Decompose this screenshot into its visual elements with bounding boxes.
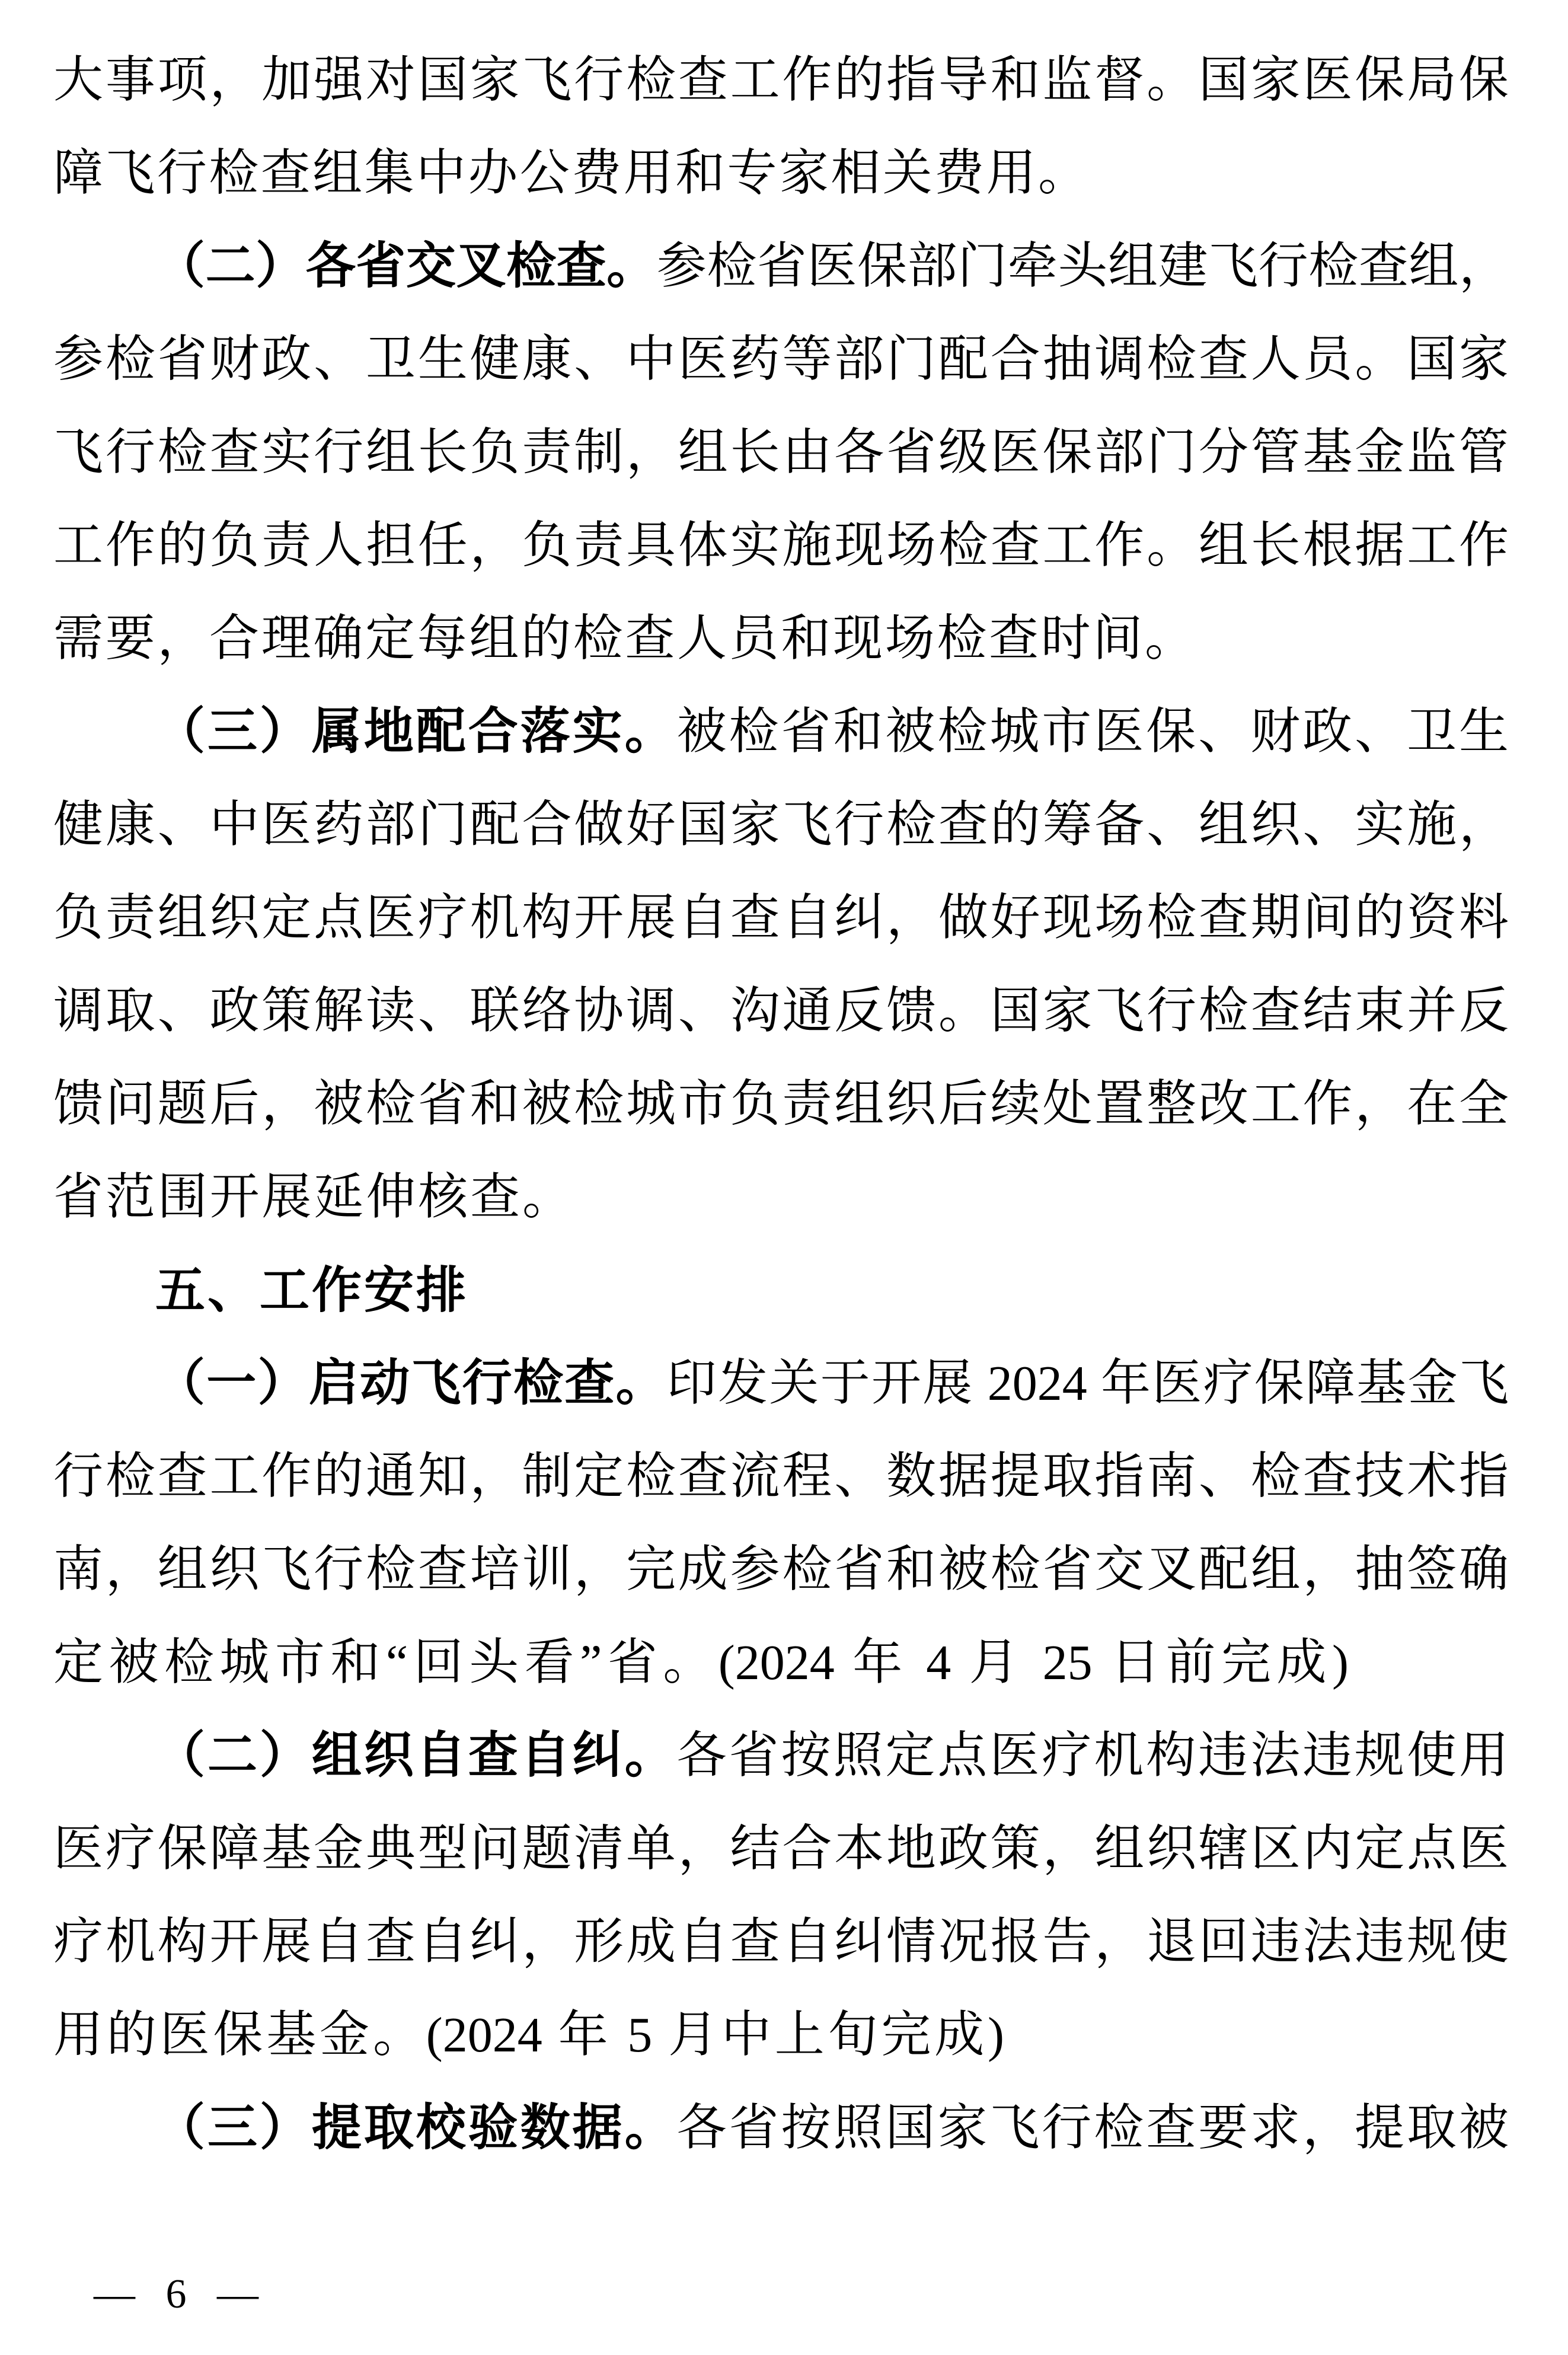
paragraph-text: 行检查工作的通知，制定检查流程、数据提取指南、检查技术指 (53, 1449, 1509, 1504)
paragraph-text: 大事项，加强对国家飞行检查工作的指导和监督。国家医保局保 (53, 53, 1509, 108)
doc-line-13 (53, 1151, 572, 1244)
doc-line-8 (53, 685, 1509, 778)
paragraph-text: 障飞行检查组集中办公费用和专家相关费用。 (53, 146, 1088, 201)
doc-line-2 (53, 127, 1088, 220)
doc-line-16 (53, 1430, 1509, 1523)
doc-line-4 (53, 313, 1509, 406)
doc-line-20 (53, 1802, 1509, 1896)
task-1-subheading: （一）启动飞行检查。 (155, 1356, 667, 1411)
paragraph-text: 定被检城市和“回头看”省。(2024 年 4 月 25 日前完成) (53, 1635, 1349, 1690)
document-text-block (53, 34, 1509, 2175)
doc-line-12 (53, 1058, 1509, 1151)
doc-line-10 (53, 872, 1509, 965)
doc-line-17 (53, 1523, 1509, 1616)
paragraph-text: 疗机构开展自查自纠，形成自查自纠情况报告，退回违法违规使 (53, 1914, 1509, 1970)
doc-line-6 (53, 499, 1509, 592)
doc-line-21 (53, 1896, 1509, 1989)
doc-line-18 (53, 1616, 1349, 1709)
doc-line-22 (53, 1989, 1004, 2082)
paragraph-text: 各省按照国家飞行检查要求，提取被 (676, 2101, 1509, 2156)
doc-line-19 (53, 1709, 1509, 1802)
chapter-5-heading: 五、工作安排 (155, 1262, 468, 1318)
doc-line-23 (53, 2082, 1509, 2175)
paragraph-text: 用的医保基金。(2024 年 5 月中上旬完成) (53, 2008, 1004, 2063)
paragraph-text: 需要，合理确定每组的检查人员和现场检查时间。 (53, 611, 1195, 666)
section-2-subheading: （二）各省交叉检查。 (155, 239, 657, 294)
doc-line-14 (53, 1244, 468, 1337)
paragraph-text: 南，组织飞行检查培训，完成参检省和被检省交叉配组，抽签确 (53, 1542, 1509, 1597)
doc-line-3 (53, 220, 1509, 313)
paragraph-text: 健康、中医药部门配合做好国家飞行检查的筹备、组织、实施， (53, 797, 1509, 853)
paragraph-text: 工作的负责人担任，负责具体实施现场检查工作。组长根据工作 (53, 518, 1509, 573)
paragraph-text: 负责组织定点医疗机构开展自查自纠，做好现场检查期间的资料 (53, 891, 1509, 946)
doc-line-5 (53, 406, 1509, 499)
paragraph-text: 馈问题后，被检省和被检城市负责组织后续处置整改工作，在全 (53, 1077, 1509, 1132)
paragraph-text: 调取、政策解读、联络协调、沟通反馈。国家飞行检查结束并反 (53, 984, 1509, 1039)
task-2-subheading: （二）组织自查自纠。 (155, 1728, 677, 1783)
doc-line-1 (53, 34, 1509, 127)
doc-line-15 (53, 1337, 1509, 1430)
page-number: — 6 — (94, 2271, 258, 2317)
doc-line-9 (53, 778, 1509, 872)
doc-line-11 (53, 965, 1509, 1058)
paragraph-text: 参检省财政、卫生健康、中医药等部门配合抽调检查人员。国家 (53, 332, 1509, 387)
section-3-subheading: （三）属地配合落实。 (155, 704, 677, 760)
paragraph-text: 印发关于开展 2024 年医疗保障基金飞 (666, 1356, 1509, 1411)
paragraph-text: 飞行检查实行组长负责制，组长由各省级医保部门分管基金监管 (53, 425, 1509, 480)
paragraph-text: 医疗保障基金典型问题清单，结合本地政策，组织辖区内定点医 (53, 1821, 1509, 1877)
paragraph-text: 参检省医保部门牵头组建飞行检查组， (656, 239, 1509, 294)
doc-line-7 (53, 592, 1195, 685)
paragraph-text: 各省按照定点医疗机构违法违规使用 (676, 1728, 1509, 1783)
task-3-subheading: （三）提取校验数据。 (155, 2101, 677, 2156)
paragraph-text: 省范围开展延伸核查。 (53, 1170, 572, 1225)
paragraph-text: 被检省和被检城市医保、财政、卫生 (676, 704, 1509, 760)
